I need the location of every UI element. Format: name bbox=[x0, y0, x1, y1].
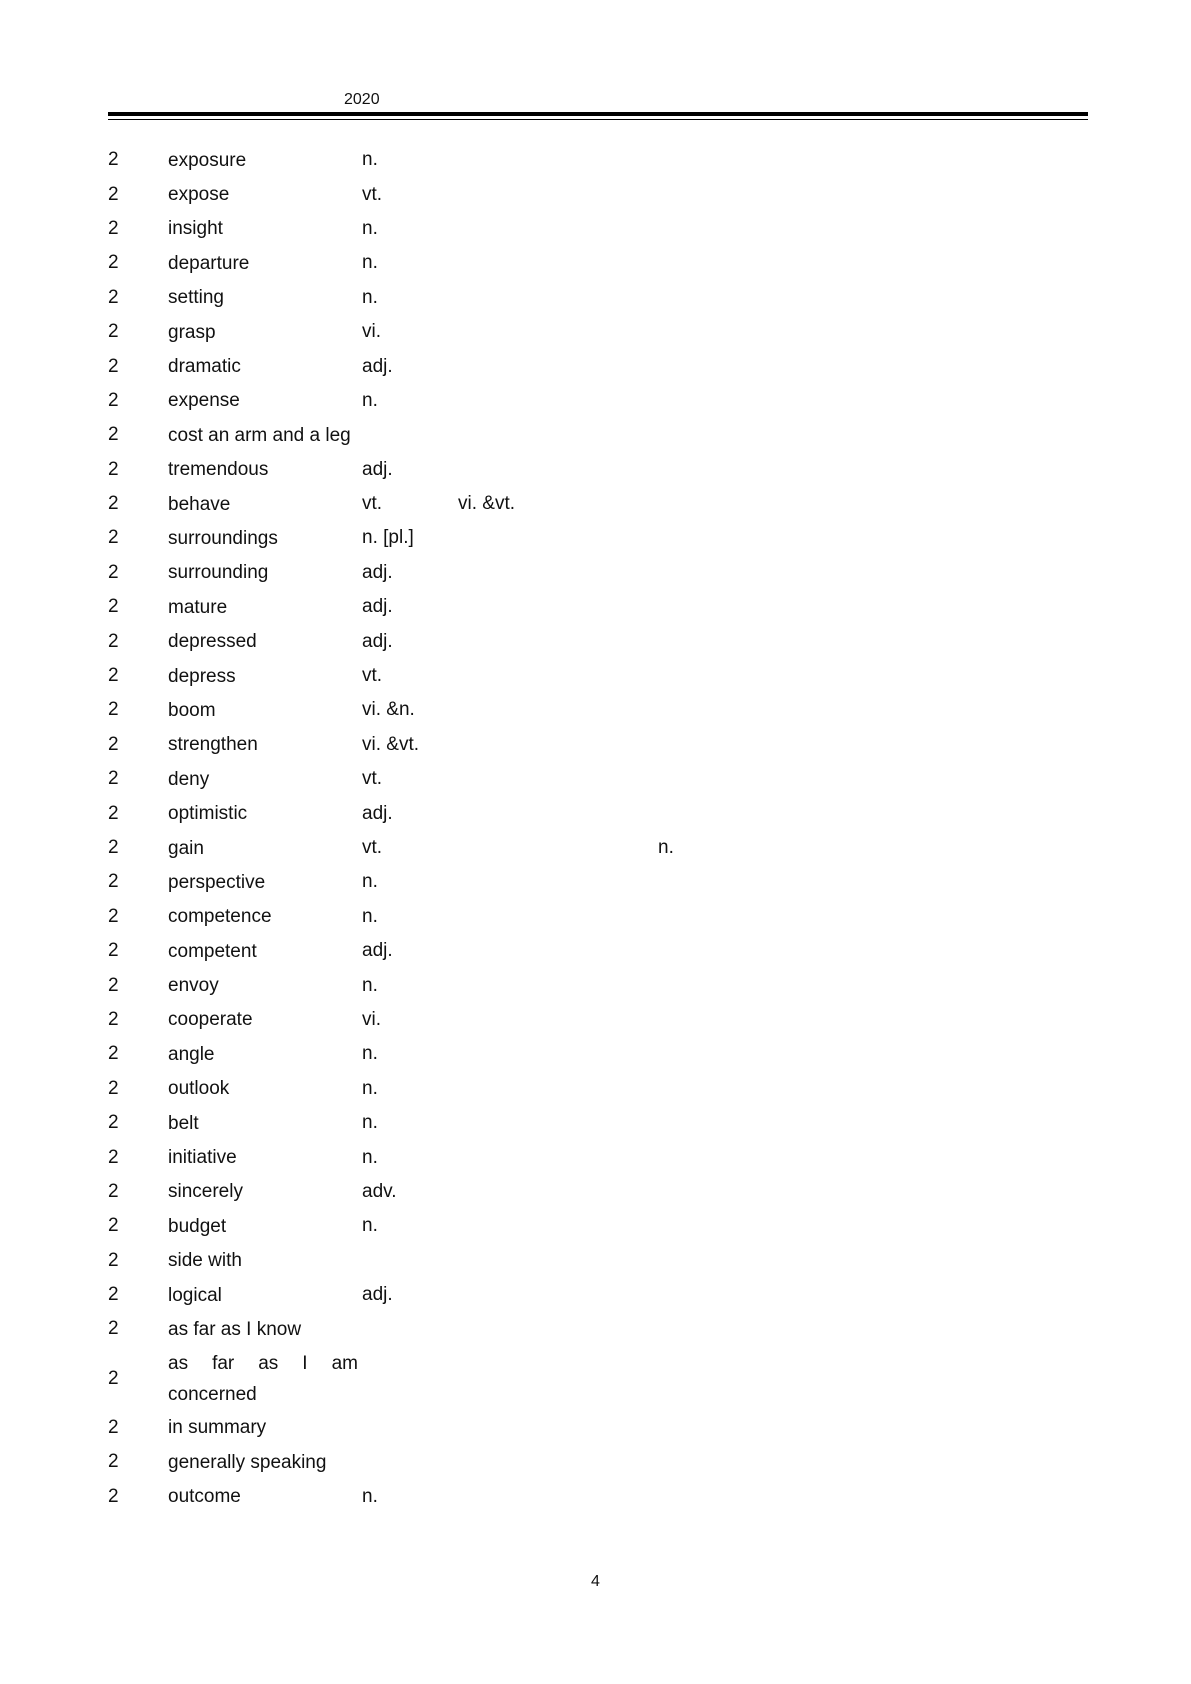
part-of-speech: n. bbox=[362, 149, 378, 171]
vocab-word: surrounding bbox=[168, 562, 269, 584]
vocab-word: outlook bbox=[168, 1078, 230, 1100]
vocab-word: as far as I know bbox=[168, 1318, 302, 1340]
vocab-row bbox=[108, 796, 1088, 830]
vocab-row bbox=[108, 143, 1088, 177]
vocab-row bbox=[108, 1479, 1088, 1513]
part-of-speech: adv. bbox=[362, 1180, 397, 1202]
unit-number: 2 bbox=[108, 699, 119, 721]
vocab-row bbox=[108, 212, 1088, 246]
vocab-row bbox=[108, 728, 1088, 762]
vocab-word: angle bbox=[168, 1043, 215, 1065]
vocab-word: cost an arm and a leg bbox=[168, 424, 351, 446]
vocab-word: departure bbox=[168, 252, 250, 274]
vocab-word: dramatic bbox=[168, 356, 241, 378]
unit-number: 2 bbox=[108, 596, 119, 618]
unit-number: 2 bbox=[108, 1077, 119, 1099]
part-of-speech: vi. bbox=[362, 1008, 381, 1030]
vocab-word: depress bbox=[168, 665, 236, 687]
vocab-word: perspective bbox=[168, 871, 266, 893]
vocab-row bbox=[108, 1312, 1088, 1346]
part-of-speech: n. bbox=[362, 286, 378, 308]
vocab-row bbox=[108, 762, 1088, 796]
part-of-speech: adj. bbox=[362, 1284, 393, 1306]
vocab-word: grasp bbox=[168, 321, 216, 343]
vocab-row bbox=[108, 487, 1088, 521]
unit-number: 2 bbox=[108, 802, 119, 824]
vocab-row bbox=[108, 521, 1088, 555]
unit-number: 2 bbox=[108, 1284, 119, 1306]
vocab-word: tremendous bbox=[168, 459, 269, 481]
unit-number: 2 bbox=[108, 871, 119, 893]
vocab-word: exposure bbox=[168, 149, 247, 171]
vocab-row bbox=[108, 831, 1088, 865]
vocab-row bbox=[108, 418, 1088, 452]
part-of-speech: adj. bbox=[362, 561, 393, 583]
part-of-speech: adj. bbox=[362, 802, 393, 824]
part-of-speech: adj. bbox=[362, 458, 393, 480]
vocab-row bbox=[108, 315, 1088, 349]
part-of-speech: n. bbox=[362, 252, 378, 274]
vocab-row bbox=[108, 1106, 1088, 1140]
part-of-speech: n. bbox=[362, 1146, 378, 1168]
vocab-word: depressed bbox=[168, 631, 257, 653]
vocab-word: mature bbox=[168, 596, 228, 618]
vocab-row bbox=[108, 1209, 1088, 1243]
part-of-speech: vt. bbox=[362, 493, 383, 515]
vocab-word: boom bbox=[168, 699, 216, 721]
unit-number: 2 bbox=[108, 1146, 119, 1168]
unit-number: 2 bbox=[108, 905, 119, 927]
unit-number: 2 bbox=[108, 355, 119, 377]
unit-number: 2 bbox=[108, 217, 119, 239]
unit-number: 2 bbox=[108, 1043, 119, 1065]
unit-number: 2 bbox=[108, 389, 119, 411]
part-of-speech: n. bbox=[362, 905, 378, 927]
unit-number: 2 bbox=[108, 1112, 119, 1134]
part-of-speech: n. bbox=[362, 1043, 378, 1065]
vocab-row bbox=[108, 1445, 1088, 1479]
vocab-row bbox=[108, 246, 1088, 280]
vocab-word: logical bbox=[168, 1284, 222, 1306]
unit-number: 2 bbox=[108, 424, 119, 446]
part-of-speech: n. [pl.] bbox=[362, 527, 414, 549]
vocab-row bbox=[108, 900, 1088, 934]
unit-number: 2 bbox=[108, 665, 119, 687]
vocab-word: as far as I am concerned bbox=[168, 1352, 358, 1405]
vocabulary-list bbox=[108, 143, 1088, 1514]
vocab-word: surroundings bbox=[168, 527, 278, 549]
unit-number: 2 bbox=[108, 286, 119, 308]
vocab-word: competent bbox=[168, 940, 257, 962]
vocab-row bbox=[108, 1003, 1088, 1037]
unit-number: 2 bbox=[108, 837, 119, 858]
vocab-word: gain bbox=[168, 837, 204, 859]
vocab-word: deny bbox=[168, 768, 210, 790]
vocab-row bbox=[108, 453, 1088, 487]
vocab-word: behave bbox=[168, 493, 231, 515]
unit-number: 2 bbox=[108, 493, 119, 515]
unit-number: 2 bbox=[108, 768, 119, 790]
unit-number: 2 bbox=[108, 1180, 119, 1202]
vocab-row bbox=[108, 865, 1088, 899]
vocab-row bbox=[108, 1072, 1088, 1106]
unit-number: 2 bbox=[108, 1416, 119, 1438]
vocab-word: envoy bbox=[168, 975, 219, 997]
part-of-speech-tertiary: n. bbox=[658, 837, 674, 858]
vocab-word: competence bbox=[168, 906, 272, 928]
part-of-speech: n. bbox=[362, 871, 378, 893]
unit-number: 2 bbox=[108, 458, 119, 480]
vocab-word: generally speaking bbox=[168, 1451, 327, 1473]
unit-number: 2 bbox=[108, 1215, 119, 1237]
unit-number: 2 bbox=[108, 561, 119, 583]
part-of-speech: n. bbox=[362, 1077, 378, 1099]
unit-number: 2 bbox=[108, 183, 119, 205]
vocab-word: strengthen bbox=[168, 734, 258, 756]
vocab-row bbox=[108, 177, 1088, 211]
vocab-row bbox=[108, 1411, 1088, 1445]
header-year: 2020 bbox=[344, 91, 380, 108]
vocab-word: optimistic bbox=[168, 803, 248, 825]
vocab-row bbox=[108, 693, 1088, 727]
unit-number: 2 bbox=[108, 630, 119, 652]
unit-number: 2 bbox=[108, 1318, 119, 1340]
vocab-word: setting bbox=[168, 287, 224, 309]
part-of-speech-secondary: vi. &vt. bbox=[458, 493, 516, 515]
vocab-word: expose bbox=[168, 184, 230, 206]
part-of-speech: adj. bbox=[362, 596, 393, 618]
unit-number: 2 bbox=[108, 1485, 119, 1507]
unit-number: 2 bbox=[108, 1451, 119, 1473]
part-of-speech: vt. bbox=[362, 183, 383, 205]
vocab-row bbox=[108, 1347, 1088, 1411]
part-of-speech: n. bbox=[362, 1485, 378, 1507]
part-of-speech: n. bbox=[362, 1112, 378, 1134]
vocab-word: initiative bbox=[168, 1147, 237, 1169]
vocab-word: cooperate bbox=[168, 1009, 253, 1031]
vocab-row bbox=[108, 349, 1088, 383]
part-of-speech: vt. bbox=[362, 665, 383, 687]
vocab-row bbox=[108, 281, 1088, 315]
part-of-speech: vi. &vt. bbox=[362, 733, 420, 755]
unit-number: 2 bbox=[108, 974, 119, 996]
part-of-speech: vt. bbox=[362, 768, 383, 790]
vocab-row bbox=[108, 1278, 1088, 1312]
vocab-word: belt bbox=[168, 1112, 199, 1134]
vocab-row bbox=[108, 1175, 1088, 1209]
unit-number: 2 bbox=[108, 149, 119, 171]
unit-number: 2 bbox=[108, 252, 119, 274]
header-rule-thin bbox=[108, 119, 1088, 120]
vocab-row bbox=[108, 934, 1088, 968]
part-of-speech: n. bbox=[362, 1215, 378, 1237]
unit-number: 2 bbox=[108, 1367, 119, 1389]
part-of-speech: vt. bbox=[362, 837, 383, 858]
vocab-row bbox=[108, 624, 1088, 658]
vocab-row bbox=[108, 968, 1088, 1002]
vocab-row bbox=[108, 590, 1088, 624]
unit-number: 2 bbox=[108, 1249, 119, 1271]
unit-number: 2 bbox=[108, 733, 119, 755]
unit-number: 2 bbox=[108, 1008, 119, 1030]
header-rule-thick bbox=[108, 112, 1088, 116]
vocab-row bbox=[108, 556, 1088, 590]
part-of-speech: vi. &n. bbox=[362, 699, 415, 721]
part-of-speech: adj. bbox=[362, 355, 393, 377]
part-of-speech: vi. bbox=[362, 321, 381, 343]
part-of-speech: adj. bbox=[362, 940, 393, 962]
vocab-word: in summary bbox=[168, 1417, 267, 1439]
vocab-row bbox=[108, 384, 1088, 418]
vocab-row bbox=[108, 1244, 1088, 1278]
vocab-word: expense bbox=[168, 390, 240, 412]
part-of-speech: n. bbox=[362, 217, 378, 239]
part-of-speech: n. bbox=[362, 389, 378, 411]
unit-number: 2 bbox=[108, 321, 119, 343]
vocab-word: insight bbox=[168, 218, 223, 240]
vocab-row bbox=[108, 1140, 1088, 1174]
part-of-speech: n. bbox=[362, 974, 378, 996]
vocab-row bbox=[108, 659, 1088, 693]
vocab-word: sincerely bbox=[168, 1181, 243, 1203]
vocab-word: budget bbox=[168, 1215, 227, 1237]
part-of-speech: adj. bbox=[362, 630, 393, 652]
vocab-word: outcome bbox=[168, 1486, 241, 1508]
vocab-word: side with bbox=[168, 1250, 242, 1272]
vocab-row bbox=[108, 1037, 1088, 1071]
unit-number: 2 bbox=[108, 940, 119, 962]
unit-number: 2 bbox=[108, 527, 119, 549]
page-number: 4 bbox=[591, 1573, 600, 1590]
